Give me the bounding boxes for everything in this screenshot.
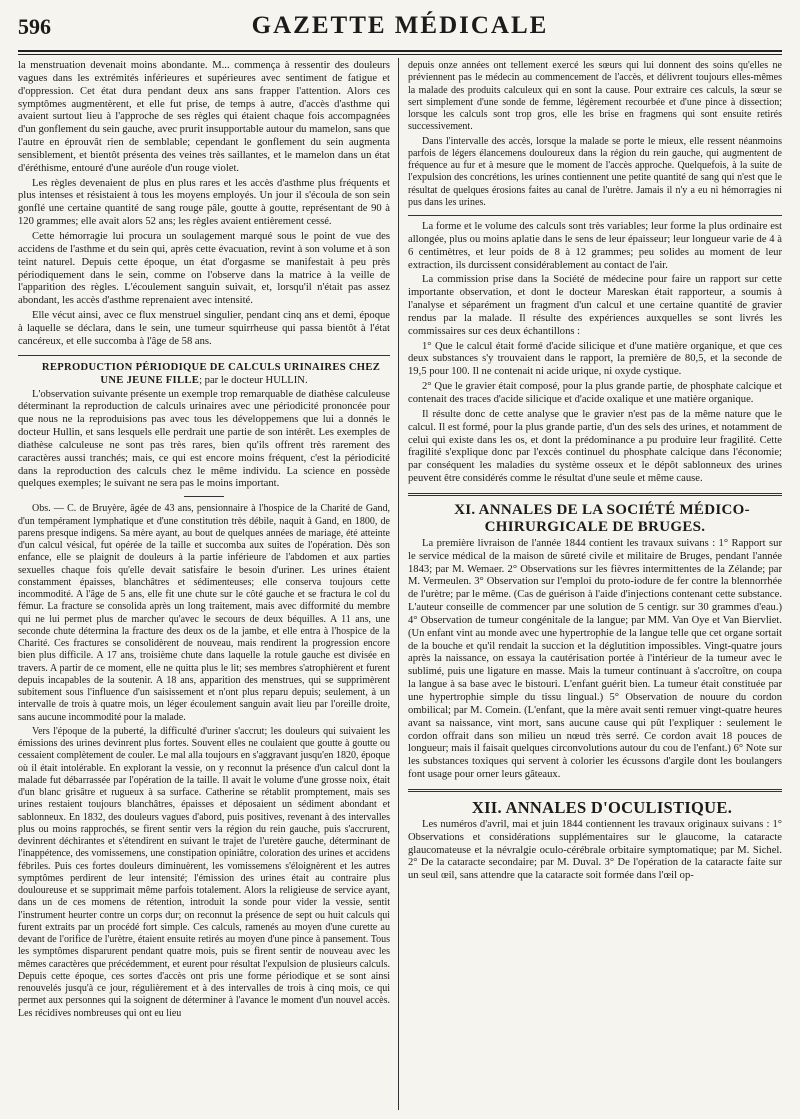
header-rule xyxy=(18,50,782,52)
section-heading: XII. ANNALES D'OCULISTIQUE. xyxy=(471,797,733,817)
paragraph: L'observation suivante présente un exemple trop remarquable de diathèse calculeuse déterminant la reproduction de calculs urinaires avec une périodicité prononcée pour que nous ne la reproduisions pas avec tous les développemens que lui a donnés le docteur Hullin, et sans lesquels elle perdrait une partie de son intérêt. Les exemples de diathèse calculeuse ne sont pas très rares, bien qu'ils offrent très rarement des caractères aussi tranchés; mais, ce qui est encore moins fréquent, c'est la périodicité dans la reproduction des calculs chez le même individu. La science en possède quelques exemples; le suivant ne sera pas le moins important. xyxy=(18,388,390,490)
paragraph: Cette hémorragie lui procura un soulagement marqué sous le point de vue des accidens de l'asthme et du sein qui, après cette évacuation, revint à son volume et à son teint naturel. Depuis cette époque, un état d'orgasme se manifestait à peu près périodiquement dans le sein, comme on l'observe dans la matrice à la veille de l'apparition des règles. L'écoulement sanguin suivait, et, lorsqu'il n'était pas assez abondant, les accès d'asthme reprenaient avec intensité. xyxy=(18,230,390,307)
paragraph: La commission prise dans la Société de médecine pour faire un rapport sur cette importante observation, et dont le docteur Mareskan était rapporteur, a soumis à l'analyse et séparément un fragment d'un calcul et une certaine quantité de gravier rendus par la malade. Il résulte des expériences auxquelles se sont livrés les commissaires sur ces deux échantillons : xyxy=(408,274,782,337)
paragraph: 1° Que le calcul était formé d'acide silicique et d'une matière organique, et que ces deux substances s'y trouvaient dans le rapport, la première de 80,5, et la seconde de 19,5 pour 100. Il ne contenait ni acide urique, ni oxyde cystique. xyxy=(408,340,782,378)
paragraph: Dans l'intervalle des accès, lorsque la malade se porte le mieux, elle ressent néanmoins parfois de légers élancemens douloureux dans la région du rein gauche, qui augmentent de fréquence au fur et à mesure que le moment de l'accès approche. Quelquefois, à la suite de l'expulsion des concrétions, les urines contiennent une petite quantité de sang qui n'est que le résultat de quelques érosions faites au canal de l'urètre. Jamais il n'y a eu ni hémorragies ni pus dans les urines. xyxy=(408,135,782,208)
short-separator xyxy=(184,496,224,497)
column-divider xyxy=(398,58,399,1110)
journal-title: GAZETTE MÉDICALE xyxy=(251,12,549,39)
article-title xyxy=(18,361,390,387)
section-separator xyxy=(408,493,782,496)
paragraph: Les numéros d'avril, mai et juin 1844 contiennent les travaux originaux suivans : 1° Observations et considérations supplémentaires sur le glaucome, la cataracte glaucomateuse et la névralgie oculo-cérébrale orbitaire symptomatique; par M. Sichel. 2° De la cataracte secondaire; par M. Duval. 3° De l'opération de la cataracte faite sur un seul œil, sans attendre que la cataracte soit formée dans l'œil op- xyxy=(408,818,782,882)
section-separator xyxy=(408,789,782,792)
paragraph: Obs. — C. de Bruyère, âgée de 43 ans, pensionnaire à l'hospice de la Charité de Gand, d'un tempérament lymphatique et d'une constitution très débile, naquit à Gand, en 1800, de parens presque indigens. Sa mère ayant, au bout de quelques années de mariage, été atteinte d'un calcul vésical, fut opérée de la taille et succomba aux suites de l'opération. Dès son enfance, elle se plaignit de douleurs à la partie inférieure de l'abdomen et aux parties sexuelles chaque fois qu'elle devait satisfaire le besoin d'uriner. Les urines étaient constamment épaisses, blanchâtres et sédimenteuses; elle conserva toujours cette incommodité. A l'âge de 5 ans, elle fit une chute sur le côté gauche et se fractura le col du fémur. La fracture se consolida après un long traitement, mais avec difformité du membre qui ne lui permet plus de marcher qu'avec le secours de deux béquilles. A 11 ans, une seconde chute détermina la fracture des deux os de la jambe, et elle entra à l'hospice de la Charité. Ces fractures se consolidèrent de nouveau, mais rendirent la progression encore bien plus difficile. A 17 ans, troisième chute dans laquelle la rotule gauche est divisée en travers. A partir de ce moment, elle ne quitta plus le lit; ses membres s'atrophièrent et furent depuis incapables de la soutenir. A 18 ans, apparition des menstrues, qui se supprimèrent subitement sous l'influence d'un saisissement et n'ont plus reparu depuis; seulement, à un intervalle de trois à quatre mois, un léger écoulement sanguin avait lieu par l'oreille droite, sans aucune incommodité pour la malade. xyxy=(18,503,390,723)
paragraph: 2° Que le gravier était composé, pour la plus grande partie, de phosphate calcique et contenait des traces d'acide silicique et d'acide oxalique et une matière organique. xyxy=(408,381,782,405)
page-number: 596 xyxy=(18,14,51,39)
paragraph: Elle vécut ainsi, avec ce flux menstruel singulier, pendant cinq ans et demi, époque à laquelle se déclara, dans le sein, une tumeur squirrheuse qui passa bientôt à l'état cancéreux, et elle succomba à l'âge de 58 ans. xyxy=(18,310,390,347)
header-rule-thin xyxy=(18,54,782,55)
article-separator xyxy=(18,355,390,356)
paragraph: Les règles devenaient de plus en plus rares et les accès d'asthme plus fréquents et plus intenses et résistaient à tous les moyens employés. Un jour il s'écoula de son sein gonflé une certaine quantité de sang rouge pâle, goutte à goutte, représentant de 90 à 120 grammes; elle avait alors 52 ans; les règles avaient entièrement cessé. xyxy=(18,177,390,228)
paragraph: Vers l'époque de la puberté, la difficulté d'uriner s'accrut; les douleurs qui suivaient les émissions des urines devinrent plus fortes. Souvent elles ne coulaient que goutte à goutte ou cessaient complètement de couler. Le mal alla toujours en s'aggravant jusqu'en 1820, époque où il était intolérable. En explorant la vessie, on y reconnut la présence d'un calcul dont la malade fut débarrassée par l'opération de la taille. Il avait le volume d'une grosse noix, était d'un blanc grisâtre et rugueux à sa surface. Catherine se rétablit promptement, mais ses urines restaient toujours blanchâtres, épaisses et déposaient un sédiment abondant et sablonneux. En 1832, des douleurs vagues d'abord, puis positives, revenant à des intervalles plus ou moins rapprochés, se firent sentir vers la région du rein gauche, puis s'accrurent, devinrent déchirantes et s'étendirent en suivant le trajet de l'uretère gauche, déterminant de l'inappétence, des vomissemens, une constipation opiniâtre, coloration des urines et accidens fébriles. Puis ces fortes douleurs diminuèrent, les vomissemens s'éloignèrent et les autres symptômes perdirent de leur intensité; l'émission des urines était au contraire plus douloureuse et se supprimait même parfois totalement. Alors la religieuse de service ayant, dans un de ces momens de rétention, introduit la sonde pour vider la vessie, sentit l'instrument heurter contre un corps dur; on reconnut la présence de sept ou huit calculs qui furent extraits par un procédé fort simple. Ces calculs, ramenés au moyen d'une curette au devant de l'orifice de l'urètre, étaient ensuite retirés au moyen d'une pince à pansement. Tous les symptômes disparurent pendant quatre mois, puis se firent sentir de nouveau avec les mêmes caractères que précédemment, et eurent pour résultat l'expulsion de plusieurs calculs. Depuis cette époque, ces sortes d'accès ont pris une forme périodique et se sont ainsi renouvelés jusqu'à ce jour, régulièrement et à des intervalles de trois à cinq mois, ce qui permet aux personnes qui la soignent de déterminer à l'avance le moment d'un nouvel accès. Les récidives nombreuses qui ont eu lieu xyxy=(18,725,390,1019)
paragraph: La première livraison de l'année 1844 contient les travaux suivans : 1° Rapport sur le service médical de la maison de sûreté civile et militaire de Bruges, pendant l'année 1843; par M. Wemaer. 2° Observations sur les fièvres intermittentes de la Zélande; par M. Vermeulen. 3° Observation sur l'emploi du proto-iodure de fer contre la blennorrhée de l'urètre; par le même. (Cas de guérison à l'aide d'injections contenant cette substance. L'auteur conseille de commencer par une solution de 5 centigr. sur 30 grammes d'eau.) 4° Observation de tumeur congénitale de la langue; par MM. Van Oye et Van Biervliet. (Un enfant vint au monde avec une hypertrophie de la langue telle que cet organe sortait de la bouche et qu'il rendait la succion et la déglutition impossibles. Vingt-quatre jours après la naissance, on essaya la cautérisation portée à l'intérieur de la tumeur avec le sublimé, puis une ligature en masse. Mais la tumeur continuant à s'accroître, on coupa la langue à sa base avec le bistouri. L'enfant guérit bien. La tumeur était constituée par une hypertrophie simple du tissu lingual.) 5° Observation de nouure du cordon ombilical; par M. Comein. (L'enfant, que la mère avait senti remuer vingt-quatre heures avant sa naissance, vint mort, sans aucune cause qui pût l'expliquer : seulement le cordon offrait dans son milieu un nœud très serré. Ce cordon avait 18 pouces de longueur; mais il faisait quelques circonvolutions autour du cou de l'enfant.) 6° Note sur les substances toxiques qui servent à colorier les écussons d'argile dont les boulangers font usage pour orner leurs gâteaux. xyxy=(408,537,782,781)
page-header xyxy=(18,8,782,48)
article-title-text: REPRODUCTION PÉRIODIQUE DE CALCULS URINAIRES CHEZ UNE JEUNE FILLE xyxy=(41,361,381,386)
section-heading: XI. ANNALES DE LA SOCIÉTÉ MÉDICO-CHIRURGICALE DE BRUGES. xyxy=(454,501,750,535)
left-column xyxy=(18,60,390,1022)
paragraph: Il résulte donc de cette analyse que le gravier n'est pas de la même nature que le calcul. Il est formé, pour la plus grande partie, d'un des sels des urines, et notamment de celui qui existe dans les os, et dont la prédominance a pu produire leur fragilité. Cette fragilité s'explique donc par l'excès continuel du phosphate calcique dans l'économie; par conséquent les maladies du système osseux et le dépôt sablonneux des urines peuvent être considérés comme le résultat d'une seule et même cause. xyxy=(408,408,782,485)
paragraph: la menstruation devenait moins abondante. M... commença à ressentir des douleurs vagues dans les extrémités inférieures et supérieures avec sentiment de fatigue et d'oppression. Cet état dura pendant deux ans sans frapper l'attention. Alors ces symptômes augmentèrent, et elle fut prise, de temps à autre, d'accès d'asthme qui avaient surtout lieu à l'approche de ses règles qui étaient chaque fois accompagnées d'un gonflement du sein gauche, avec prurit insupportable autour du mamelon, sans que l'autre en éprouvât rien de semblable; cependant le gonflement du sein augmenta sensiblement, et bientôt présenta des veines très saillantes, et le mamelon dans un état d'éréthisme, entouré d'une auréole d'un rouge violet. xyxy=(18,60,391,174)
paragraph: La forme et le volume des calculs sont très variables; leur forme la plus ordinaire est allongée, plus ou moins aplatie dans le sens de leur épaisseur; leur longueur varie de 4 à 6 centimètres, et leur poids de 8 à 12 grammes; peu solides au moment de leur extraction, ils durcissent considérablement au contact de l'air. xyxy=(408,221,782,271)
separator xyxy=(408,215,782,216)
article-author: ; par le docteur HULLIN. xyxy=(199,374,308,386)
right-column xyxy=(408,60,782,885)
paragraph: depuis onze années ont tellement exercé les sœurs qui lui donnent des soins qu'elles ne préviennent pas le médecin au commencement de l'accès, et délivrent toujours elles-mêmes la malade des produits calculeux qui en sont la cause. Pour extraire ces calculs, la sœur se sert simplement d'une sonde de femme, légèrement recourbée et d'une pince à dissection; lorsque les calculs sont trop gros, elle les brise en fragmens qui sont ensuite retirés successivement. xyxy=(408,60,782,133)
